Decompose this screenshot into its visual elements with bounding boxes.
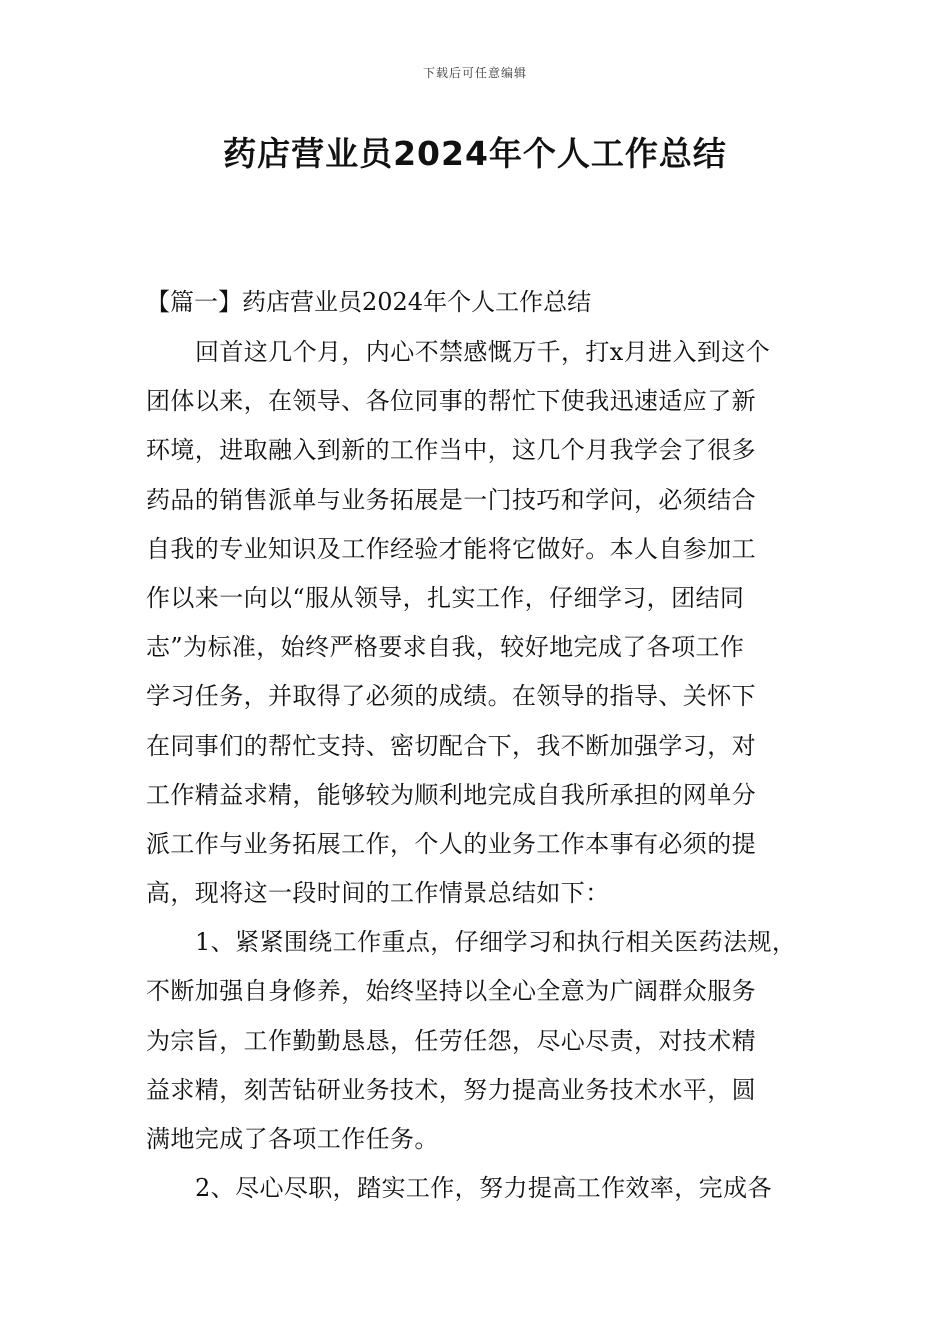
text-line: 自我的专业知识及工作经验才能将它做好。本人自参加工 — [146, 534, 756, 563]
text-line: 派工作与业务拓展工作，个人的业务工作本事有必须的提 — [146, 829, 756, 858]
text-line: 志”为标准，始终严格要求自我，较好地完成了各项工作 — [146, 633, 745, 662]
body-text — [146, 328, 846, 1213]
text-line: 高，现将这一段时间的工作情景总结如下： — [146, 879, 610, 908]
section-heading: 【篇一】药店营业员2024年个人工作总结 — [146, 288, 592, 316]
text-line: 药品的销售派单与业务拓展是一门技巧和学问，必须结合 — [146, 485, 756, 514]
text-line: 在同事们的帮忙支持、密切配合下，我不断加强学习，对 — [146, 731, 756, 760]
text-line: 回首这几个月，内心不禁感慨万千，打x月进入到这个 — [195, 338, 771, 366]
text-line: 不断加强自身修养，始终坚持以全心全意为广阔群众服务 — [146, 977, 756, 1006]
text-line: 学习任务，并取得了必须的成绩。在领导的指导、关怀下 — [146, 682, 756, 711]
text-line: 环境，进取融入到新的工作当中，这几个月我学会了很多 — [146, 436, 756, 465]
text-line: 作以来一向以“服从领导，扎实工作，仔细学习，团结同 — [146, 583, 745, 612]
text-line: 工作精益求精，能够较为顺利地完成自我所承担的网单分 — [146, 780, 756, 809]
text-line: 为宗旨，工作勤勤恳恳，任劳任怨，尽心尽责，对技术精 — [146, 1026, 756, 1055]
text-line: 团体以来，在领导、各位同事的帮忙下使我迅速适应了新 — [146, 387, 756, 416]
header-note: 下载后可任意编辑 — [422, 66, 527, 80]
text-line: 益求精，刻苦钻研业务技术，努力提高业务技术水平，圆 — [146, 1075, 756, 1104]
text-line: 2、尽心尽职，踏实工作，努力提高工作效率，完成各 — [195, 1174, 772, 1203]
text-line: 1、紧紧围绕工作重点，仔细学习和执行相关医药法规， — [195, 928, 797, 957]
text-line: 满地完成了各项工作任务。 — [146, 1125, 439, 1153]
document-title: 药店营业员2024年个人工作总结 — [223, 134, 727, 173]
